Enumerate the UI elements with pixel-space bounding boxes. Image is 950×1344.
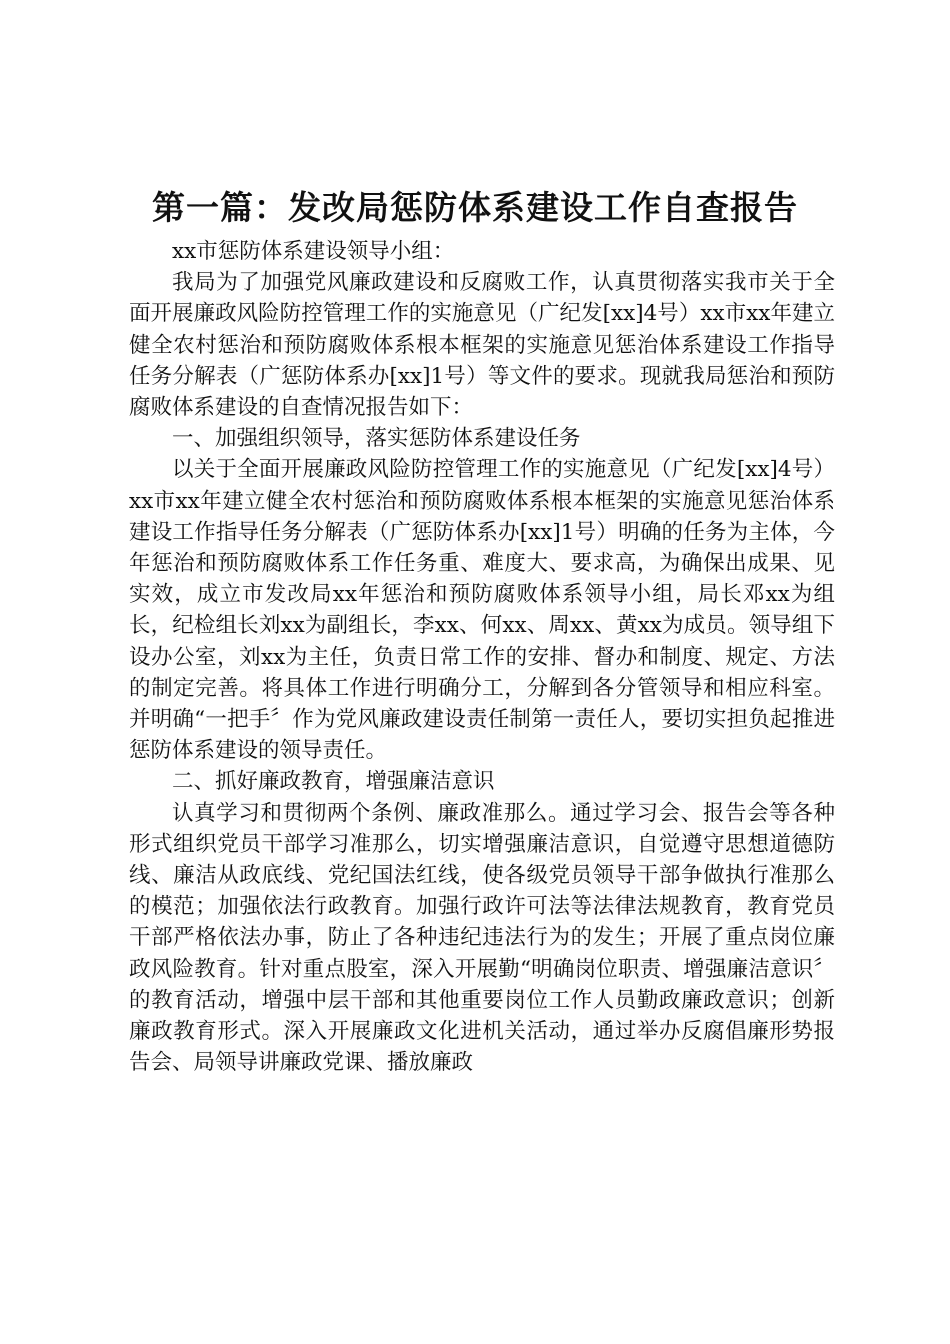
document-body: [129, 236, 835, 1078]
document-title: 第一篇：发改局惩防体系建设工作自查报告: [152, 188, 798, 227]
salutation-paragraph: xx市惩防体系建设领导小组：: [172, 239, 455, 264]
section-2-paragraph: 认真学习和贯彻两个条例、廉政准那么。通过学习会、报告会等各种形式组织党员干部学习准那么，切实增强廉洁意识，自觉遵守思想道德防线、廉洁从政底线、党纪国法红线，使各级党员领导干部争做执行准那么的模范；加强依法行政教育。加强行政许可法等法律法规教育，教育党员干部严格依法办事，防止了各种违纪违法行为的发生；开展了重点岗位廉政风险教育。针对重点股室，深入开展勤“明确岗位职责、增强廉洁意识〞的教育活动，增强中层干部和其他重要岗位工作人员勤政廉政意识；创新廉政教育形式。深入开展廉政文化进机关活动，通过举办反腐倡廉形势报告会、局领导讲廉政党课、播放廉政: [129, 800, 835, 1076]
section-heading-1: 一、加强组织领导，落实惩防体系建设任务: [172, 426, 581, 452]
intro-paragraph: 我局为了加强党风廉政建设和反腐败工作，认真贯彻落实我市关于全面开展廉政风险防控管理工作的实施意见（广纪发[xx]4号）xx市xx年建立健全农村惩治和预防腐败体系根本框架的实施意见惩治体系建设工作指导任务分解表（广惩防体系办[xx]1号）等文件的要求。现就我局惩治和预防腐败体系建设的自查情况报告如下：: [129, 270, 835, 421]
section-1-paragraph: 以关于全面开展廉政风险防控管理工作的实施意见（广纪发[xx]4号）xx市xx年建立健全农村惩治和预防腐败体系根本框架的实施意见惩治体系建设工作指导任务分解表（广惩防体系办[xx]1号）明确的任务为主体，今年惩治和预防腐败体系工作任务重、难度大、要求高，为确保出成果、见实效，成立市发改局xx年惩治和预防腐败体系领导小组，局长邓xx为组长，纪检组长刘xx为副组长，李xx、何xx、周xx、黄xx为成员。领导组下设办公室，刘xx为主任，负责日常工作的安排、督办和制度、规定、方法的制定完善。将具体工作进行明确分工，分解到各分管领导和相应科室。并明确“一把手〞作为党风廉政建设责任制第一责任人，要切实担负起推进惩防体系建设的领导责任。: [129, 457, 835, 764]
section-heading-2: 二、抓好廉政教育，增强廉洁意识: [172, 769, 495, 795]
